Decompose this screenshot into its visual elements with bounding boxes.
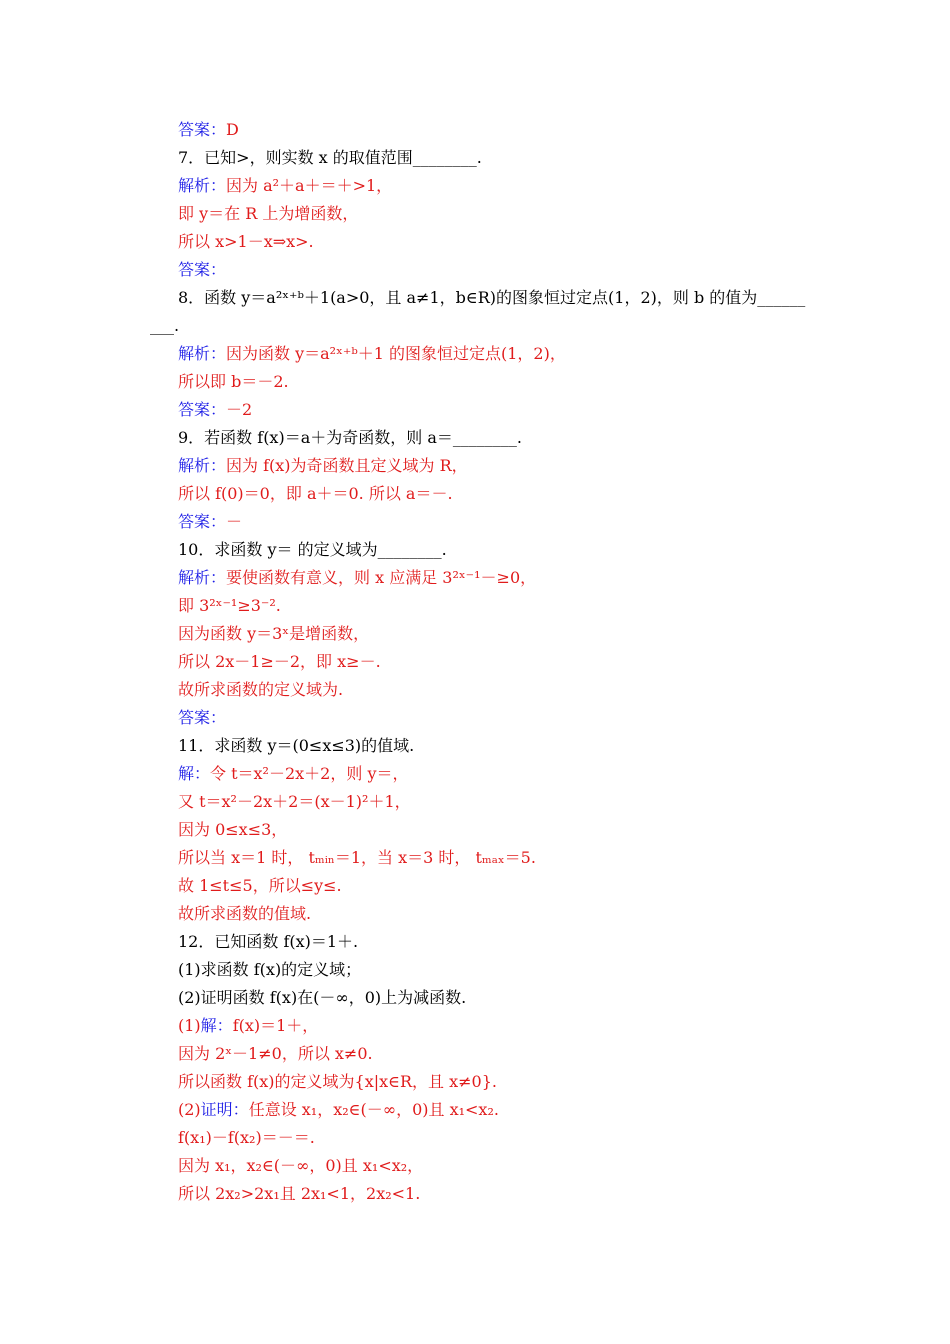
text-line xyxy=(178,736,414,756)
label-text: 答案： xyxy=(178,260,227,279)
content-text: 因为 f(x)为奇函数且定义域为 R， xyxy=(226,456,468,475)
text-line xyxy=(178,540,447,560)
content-text: 所以 f(0)＝0，即 a＋＝0. 所以 a＝－. xyxy=(178,484,453,503)
content-text: (1) xyxy=(178,1016,201,1035)
content-text: 因为 x₁，x₂∈(－∞，0)且 x₁<x₂， xyxy=(178,1156,424,1175)
label-text: 答案： xyxy=(178,512,227,531)
content-text: － xyxy=(226,512,243,531)
content-text: 12．已知函数 f(x)＝1＋. xyxy=(178,932,359,951)
content-text: 故所求函数的值域. xyxy=(178,904,312,923)
text-line xyxy=(178,624,369,644)
text-line xyxy=(178,904,311,924)
text-line xyxy=(178,988,466,1008)
content-text: f(x₁)－f(x₂)＝－＝. xyxy=(178,1128,315,1147)
content-text: 7．已知>，则实数 x 的取值范围________. xyxy=(178,148,482,167)
label-text: 答案： xyxy=(178,120,227,139)
content-text: 所以函数 f(x)的定义域为{x|x∈R，且 x≠0}. xyxy=(178,1072,497,1091)
text-line xyxy=(178,680,343,700)
label-text: 解： xyxy=(200,1016,233,1035)
text-line xyxy=(178,260,226,280)
label-text: 解析： xyxy=(178,176,227,195)
text-line xyxy=(178,792,411,812)
content-text: 8．函数 y＝a²ˣ⁺ᵇ＋1(a>0，且 a≠1，b∈R)的图象恒过定点(1，2)，则 b 的值为______ xyxy=(178,288,806,307)
text-line xyxy=(178,232,314,252)
content-text: 因为函数 y＝a²ˣ⁺ᵇ＋1 的图象恒过定点(1，2)， xyxy=(226,344,566,363)
content-text: 即 3²ˣ⁻¹≥3⁻². xyxy=(178,596,281,615)
label-text: 答案： xyxy=(178,400,227,419)
label-text: 解： xyxy=(178,764,211,783)
text-line xyxy=(178,1100,499,1120)
text-line xyxy=(178,1044,373,1064)
text-line xyxy=(178,148,482,168)
text-line xyxy=(178,400,252,420)
text-line xyxy=(178,820,287,840)
text-line xyxy=(178,764,408,784)
content-text: 又 t＝x²－2x＋2＝(x－1)²＋1， xyxy=(178,792,411,811)
content-text: 因为 2ˣ－1≠0，所以 x≠0. xyxy=(178,1044,373,1063)
text-line xyxy=(178,288,805,308)
content-text: 任意设 x₁，x₂∈(－∞，0)且 x₁<x₂. xyxy=(248,1100,499,1119)
content-text: (2)证明函数 f(x)在(－∞，0)上为减函数. xyxy=(178,988,467,1007)
content-text: (2) xyxy=(178,1100,201,1119)
content-text: 因为 a²＋a＋＝＋>1， xyxy=(226,176,393,195)
content-text: 故所求函数的定义域为. xyxy=(178,680,344,699)
text-line xyxy=(178,120,239,140)
text-line xyxy=(178,344,566,364)
content-text: 令 t＝x²－2x＋2，则 y＝， xyxy=(210,764,409,783)
content-text: 要使函数有意义，则 x 应满足 3²ˣ⁻¹－≥0， xyxy=(226,568,537,587)
text-line xyxy=(178,960,361,980)
content-text: 11．求函数 y＝(0≤x≤3)的值域. xyxy=(178,736,415,755)
label-text: 答案： xyxy=(178,708,227,727)
content-text: －2 xyxy=(226,400,253,419)
content-text: 因为函数 y＝3ˣ是增函数， xyxy=(178,624,370,643)
content-text: ___. xyxy=(150,316,180,335)
content-text: 所以 x>1－x⇒x>. xyxy=(178,232,314,251)
label-text: 解析： xyxy=(178,344,227,363)
text-line xyxy=(178,372,289,392)
text-line xyxy=(178,568,536,588)
text-line xyxy=(178,1184,420,1204)
content-text: f(x)＝1＋， xyxy=(232,1016,319,1035)
content-text: 即 y＝在 R 上为增函数， xyxy=(178,204,359,223)
text-line xyxy=(178,932,358,952)
text-line xyxy=(178,848,536,868)
text-line xyxy=(178,596,281,616)
content-text: 所以 2x－1≥－2，即 x≥－. xyxy=(178,652,381,671)
text-line xyxy=(178,456,468,476)
text-line xyxy=(178,176,392,196)
text-line xyxy=(178,652,381,672)
text-line xyxy=(150,316,179,336)
content-text: 所以即 b＝－2. xyxy=(178,372,289,391)
content-text: (1)求函数 f(x)的定义域； xyxy=(178,960,362,979)
text-line xyxy=(178,876,342,896)
text-line xyxy=(178,204,358,224)
text-line xyxy=(178,1128,315,1148)
content-text: 所以当 x＝1 时， tₘᵢₙ＝1，当 x＝3 时， tₘₐₓ＝5. xyxy=(178,848,536,867)
content-text: 9．若函数 f(x)＝a＋为奇函数，则 a＝________. xyxy=(178,428,522,447)
text-line xyxy=(178,512,242,532)
text-line xyxy=(178,484,453,504)
label-text: 证明： xyxy=(200,1100,249,1119)
content-text: 10．求函数 y＝ 的定义域为________. xyxy=(178,540,447,559)
text-line xyxy=(178,1016,318,1036)
text-line xyxy=(178,708,226,728)
text-line xyxy=(178,428,522,448)
label-text: 解析： xyxy=(178,568,227,587)
label-text: 解析： xyxy=(178,456,227,475)
content-text: 故 1≤t≤5，所以≤y≤. xyxy=(178,876,342,895)
content-text: 所以 2x₂>2x₁且 2x₁<1，2x₂<1. xyxy=(178,1184,421,1203)
text-line xyxy=(178,1072,497,1092)
content-text: 因为 0≤x≤3， xyxy=(178,820,288,839)
content-text: D xyxy=(226,120,239,139)
text-line xyxy=(178,1156,423,1176)
